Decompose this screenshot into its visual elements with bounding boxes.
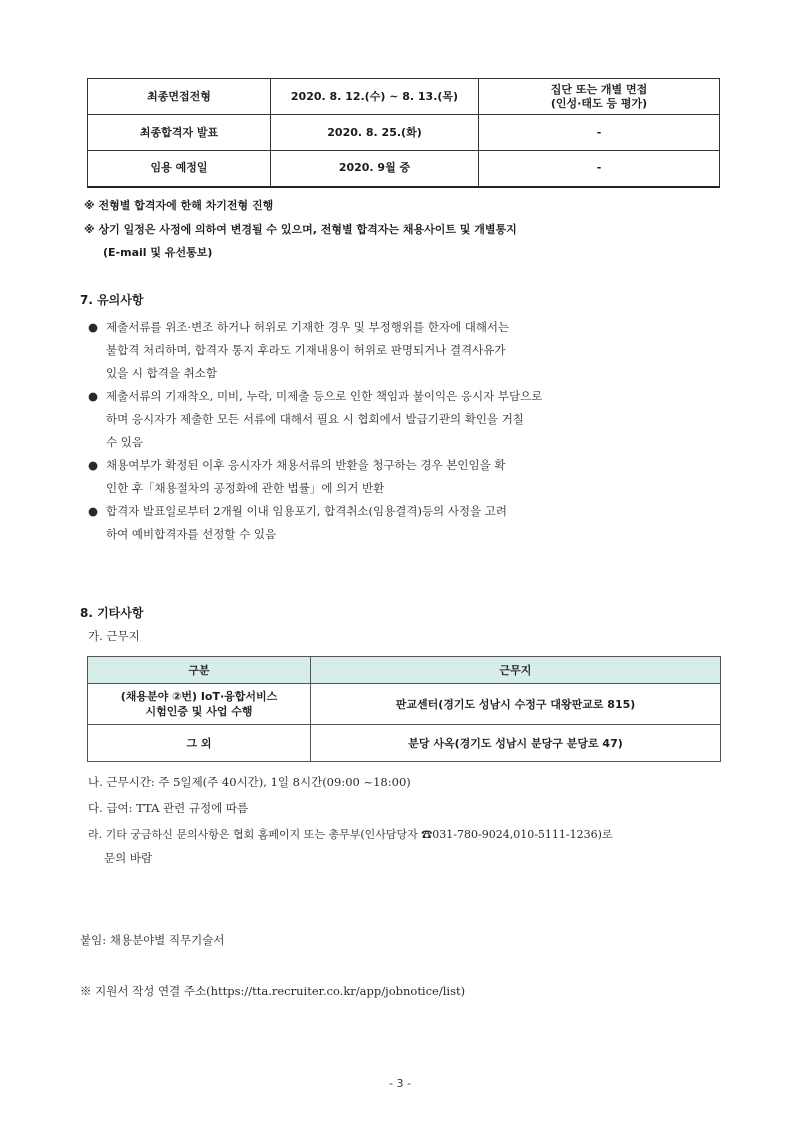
bullet-dot-icon: ● xyxy=(88,504,99,518)
list-item-line: 수 있음 xyxy=(106,435,143,449)
schedule-date: 2020. 9월 중 xyxy=(271,151,479,187)
schedule-row xyxy=(88,151,720,187)
section-8-title: 8. 기타사항 xyxy=(80,606,144,620)
work-location-label: 가. 근무지 xyxy=(88,629,140,643)
schedule-date: 2020. 8. 25.(화) xyxy=(271,115,479,151)
schedule-stage: 임용 예정일 xyxy=(88,151,271,187)
list-item xyxy=(88,500,738,546)
page-number: - 3 - xyxy=(389,1077,411,1090)
table-cell-line: (채용분야 ②번) IoT·융합서비스 xyxy=(120,690,278,703)
schedule-note xyxy=(479,79,720,115)
bullet-dot-icon: ● xyxy=(88,458,99,472)
list-item-line: 있을 시 합격을 취소함 xyxy=(106,366,217,380)
schedule-table xyxy=(87,78,720,188)
table-header-cell: 구분 xyxy=(88,657,311,684)
contact-line-cont: 문의 바람 xyxy=(104,851,153,865)
application-link-note: ※ 지원서 작성 연결 주소(https://tta.recruiter.co.kr/app/jobnotice/list) xyxy=(80,984,466,998)
table-cell: 그 외 xyxy=(88,725,311,762)
schedule-note: - xyxy=(479,115,720,151)
list-item-line: 합격자 발표일로부터 2개월 이내 임용포기, 합격취소(임용결격)등의 사정을 고려 xyxy=(106,504,508,518)
list-item-line: 하며 응시자가 제출한 모든 서류에 대해서 필요 시 협회에서 발급기관의 확인을 거칠 xyxy=(106,412,524,426)
schedule-note-line: 집단 또는 개별 면접 xyxy=(550,82,648,96)
schedule-note: - xyxy=(479,151,720,187)
list-item-line: 채용여부가 확정된 이후 응시자가 채용서류의 반환을 청구하는 경우 본인임을 확 xyxy=(106,458,506,472)
precautions-list xyxy=(88,316,738,546)
section-7-title: 7. 유의사항 xyxy=(80,293,144,307)
schedule-note-line: (인성·태도 등 평가) xyxy=(550,96,648,110)
schedule-row xyxy=(88,115,720,151)
list-item-line: 제출서류를 위조·변조 하거나 허위로 기재한 경우 및 부정행위를 한자에 대해서는 xyxy=(106,320,510,334)
work-location-table xyxy=(87,656,721,762)
list-item xyxy=(88,316,738,385)
list-item xyxy=(88,454,738,500)
table-header-cell: 근무지 xyxy=(311,657,721,684)
list-item xyxy=(88,385,738,454)
table-cell: 분당 사옥(경기도 성남시 분당구 분당로 47) xyxy=(311,725,721,762)
bullet-dot-icon: ● xyxy=(88,320,99,334)
work-hours: 나. 근무시간: 주 5일제(주 40시간), 1일 8시간(09:00 ~18:00) xyxy=(88,775,411,789)
table-cell: 판교센터(경기도 성남시 수정구 대왕판교로 815) xyxy=(311,684,721,725)
schedule-note-2-cont: (E-mail 및 유선통보) xyxy=(103,246,213,259)
list-item-line: 하여 예비합격자를 선정할 수 있음 xyxy=(106,527,277,541)
bullet-dot-icon: ● xyxy=(88,389,99,403)
table-cell-line: 시험인증 및 사업 수행 xyxy=(145,705,253,718)
schedule-row xyxy=(88,79,720,115)
schedule-stage: 최종면접전형 xyxy=(88,79,271,115)
schedule-note-1: ※ 전형별 합격자에 한해 차기전형 진행 xyxy=(84,199,274,212)
schedule-stage: 최종합격자 발표 xyxy=(88,115,271,151)
schedule-date: 2020. 8. 12.(수) ~ 8. 13.(목) xyxy=(271,79,479,115)
table-row xyxy=(88,684,721,725)
attachment-note: 붙임: 채용분야별 직무기술서 xyxy=(80,933,225,947)
contact-line: 라. 기타 궁금하신 문의사항은 협회 홈페이지 또는 총무부(인사담당자 ☎031-780-9024,010-5111-1236)로 xyxy=(88,828,613,841)
list-item-line: 제출서류의 기재착오, 미비, 누락, 미제출 등으로 인한 책임과 불이익은 응시자 부담으로 xyxy=(106,389,543,403)
table-header-row xyxy=(88,657,721,684)
salary: 다. 급여: TTA 관련 규정에 따름 xyxy=(88,801,249,815)
table-cell xyxy=(88,684,311,725)
list-item-line: 불합격 처리하며, 합격자 통지 후라도 기재내용이 허위로 판명되거나 결격사유가 xyxy=(106,343,506,357)
schedule-note-2: ※ 상기 일정은 사정에 의하여 변경될 수 있으며, 전형별 합격자는 채용사이트 및 개별통지 xyxy=(84,223,517,236)
table-row xyxy=(88,725,721,762)
list-item-line: 인한 후「채용절차의 공정화에 관한 법률」에 의거 반환 xyxy=(106,481,385,495)
